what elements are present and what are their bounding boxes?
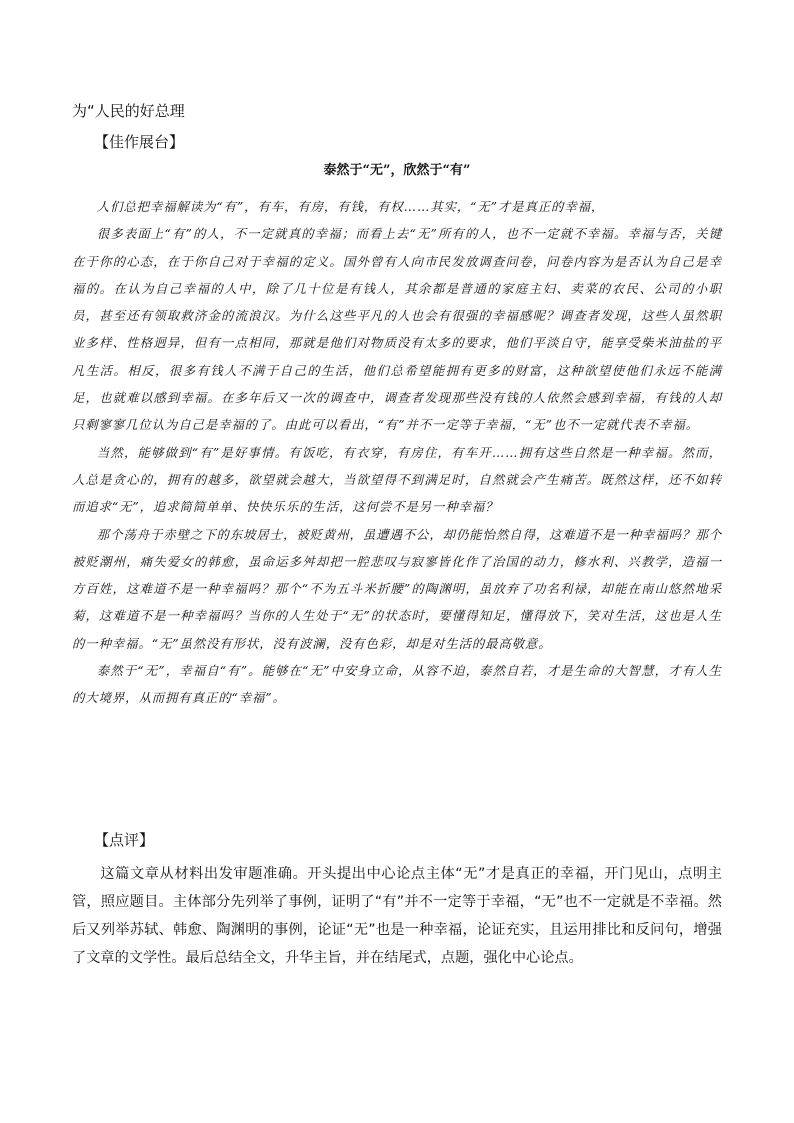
essay-title: 泰然于“无”，欣然于“有” (323, 163, 471, 178)
comment-heading: 【点评】 (94, 831, 155, 849)
essay-body (72, 193, 722, 712)
essay-paragraph: 泰然于“无”，幸福自“有”。能够在“无”中安身立命，从容不迫，泰然自若，才是生命的大智慧，才有人生的大境界，从而拥有真正的“幸福”。 (72, 663, 722, 706)
essay-paragraph: 人们总把幸福解读为“有”，有车，有房，有钱，有权……其实，“无”才是真正的幸福， (96, 199, 605, 214)
comment-text: 这篇文章从材料出发审题准确。开头提出中心论点主体“无”才是真正的幸福，开门见山，点明主管，照应题目。主体部分先列举了事例，证明了“有”并不一定等于幸福，“无”也不一定就是不幸福。然后又列举苏轼、韩愈、陶渊明的事例，论证“无”也是一种幸福，论证充实，且运用排比和反问句，增强了文章的文学性。最后总结全文，升华主旨，并在结尾式，点题，强化中心论点。 (72, 866, 722, 966)
essay-paragraph: 当然，能够做到“有”是好事情。有饭吃，有衣穿，有房住，有车开……拥有这些自然是一种幸福。然而，人总是贪心的，拥有的越多，欲望就会越大，当欲望得不到满足时，自然就会产生痛苦。既然这样，还不如转而追求“无”，追求简简单单、快快乐乐的生活，这何尝不是另一种幸福？ (72, 444, 722, 515)
essay-paragraph: 那个荡舟于赤壁之下的东坡居士，被贬黄州，虽遭遇不公，却仍能怡然自得，这难道不是一种幸福吗？那个被贬潮州，痛失爱女的韩愈，虽命运多舛却把一腔悲叹与寂寥皆化作了治国的动力，修水利、兴教学，造福一方百姓，这难道不是一种幸福吗？那个“不为五斗米折腰”的陶渊明，虽放弃了功名利禄，却能在南山悠然地采菊，这难道不是一种幸福吗？当你的人生处于“无”的状态时，要懂得知足，懂得放下，笑对生活，这也是人生的一种幸福。“无”虽然没有形状，没有波澜，没有色彩，却是对生活的最高敬意。 (72, 526, 722, 651)
essay-paragraph: 很多表面上“有”的人，不一定就真的幸福；而看上去“无”所有的人，也不一定就不幸福。幸福与否，关键在于你的心态，在于你自己对于幸福的定义。国外曾有人向市民发放调查问卷，问卷内容为是否认为自己是幸福的。在认为自己幸福的人中，除了几十位是有钱人，其余都是普通的家庭主妇、卖菜的农民、公司的小职员，甚至还有领取救济金的流浪汉。为什么这些平凡的人也会有很强的幸福感呢？调查者发现，这些人虽然职业多样、性格迥异，但有一点相同，那就是他们对物质没有太多的要求，他们平淡自守，能享受柴米油盐的平凡生活。相反，很多有钱人不满于自己的生活，他们总希望能拥有更多的财富，这种欲望使他们永远不能满足，也就难以感到幸福。在多年后又一次的调查中，调查者发现那些没有钱的人依然会感到幸福，有钱的人却只剩寥寥几位认为自己是幸福的了。由此可以看出，“有”并不一定等于幸福，“无”也不一定就代表不幸福。 (72, 226, 722, 433)
top-line-text: 为“人民的好总理 (72, 102, 185, 120)
showcase-heading: 【佳作展台】 (94, 133, 185, 151)
